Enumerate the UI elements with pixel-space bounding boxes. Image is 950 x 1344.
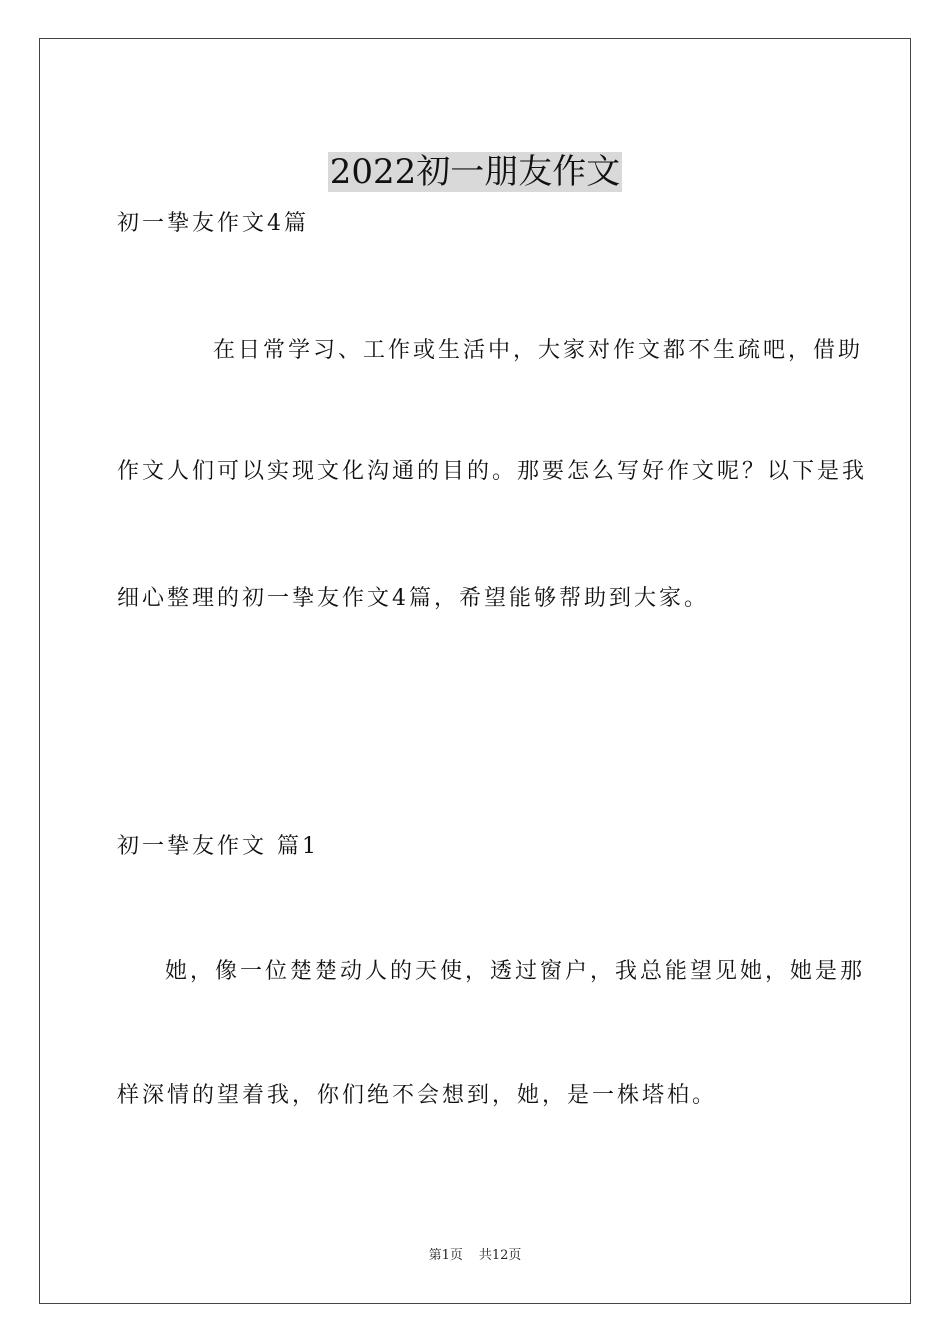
intro-line-3: 细心整理的初一挚友作文4篇，希望能够帮助到大家。 [117,586,709,611]
section-line-1: 她，像一位楚楚动人的天使，透过窗户，我总能望见她，她是那 [165,959,866,984]
section-heading: 初一挚友作文 篇1 [117,834,319,859]
page-footer [0,1247,950,1265]
page-number: 第1页 [428,1248,463,1263]
document-subtitle: 初一挚友作文4篇 [117,211,309,236]
section-line-2: 样深情的望着我，你们绝不会想到，她，是一株塔柏。 [117,1083,718,1108]
intro-line-2: 作文人们可以实现文化沟通的目的。那要怎么写好作文呢？以下是我 [117,459,868,484]
page-total: 共12页 [478,1248,522,1263]
intro-line-1: 在日常学习、工作或生活中，大家对作文都不生疏吧，借助 [213,338,864,363]
document-title: 2022初一朋友作文 [329,151,621,192]
